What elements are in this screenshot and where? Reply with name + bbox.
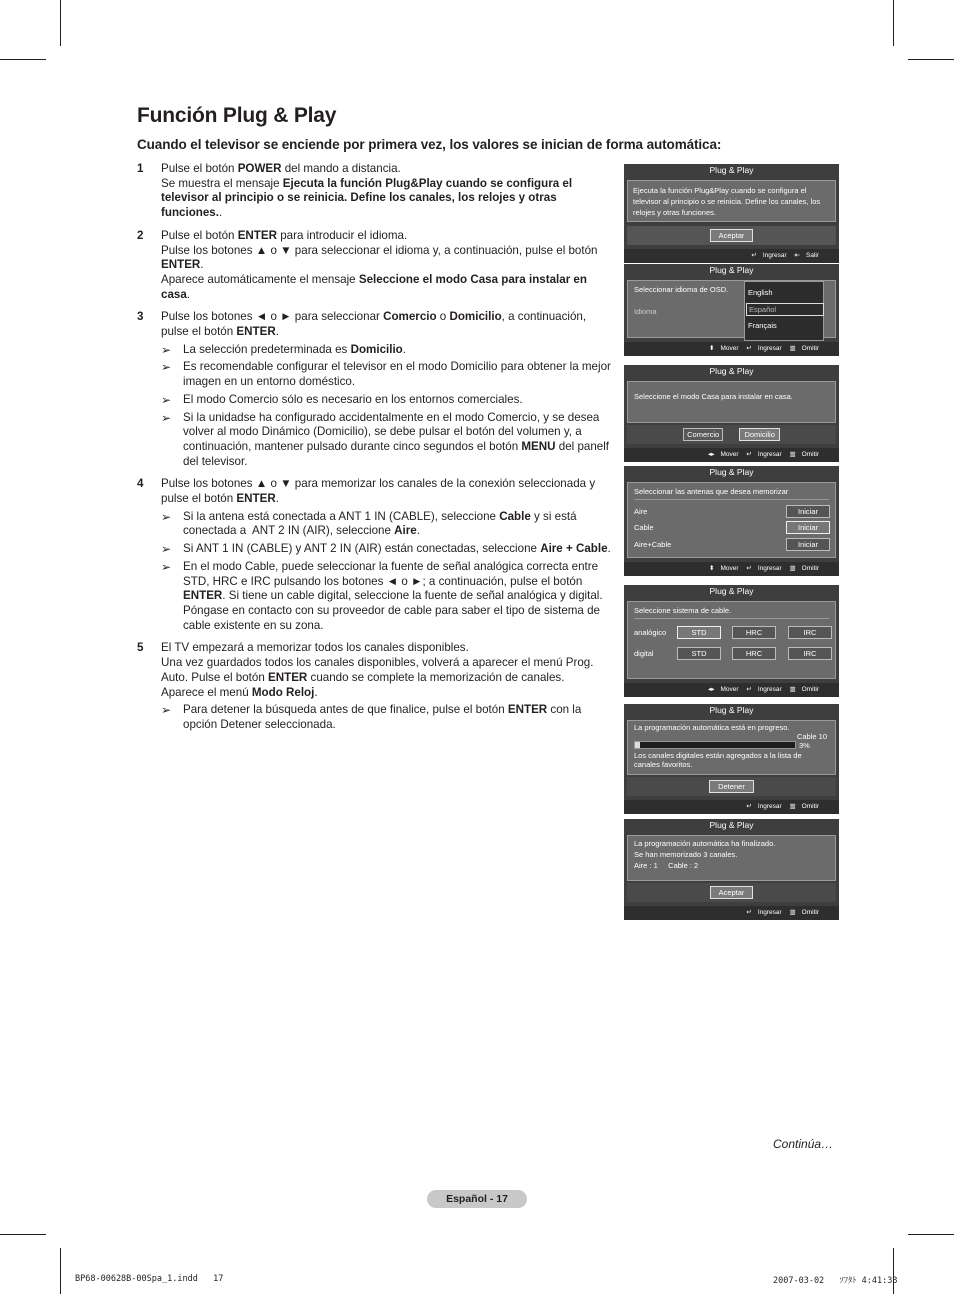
step-number: 4: [137, 477, 144, 491]
skip-icon: ▥: [789, 345, 796, 352]
analog-irc-option[interactable]: IRC: [788, 626, 832, 639]
footer-skip: Omitir: [801, 345, 819, 352]
file-slug: BP68-00628B-00Spa_1.indd 17: [75, 1274, 224, 1284]
step-4: [137, 477, 617, 633]
step-number: 3: [137, 310, 144, 324]
osd-header: Plug & Play: [709, 265, 754, 275]
arrow-icon: ➢: [161, 342, 172, 357]
digital-irc-option[interactable]: IRC: [788, 647, 832, 660]
osd-footer: [624, 249, 839, 263]
skip-icon: ▥: [789, 451, 796, 458]
footer-enter: Ingresar: [757, 909, 782, 916]
antenna-row-label: Aire+Cable: [634, 540, 672, 549]
language-option[interactable]: English: [748, 288, 773, 297]
crop-mark: [60, 0, 61, 46]
note: ➢ Para detener la búsqueda antes de que finalice, pulse el botón ENTER con la opción Detener seleccionada.: [161, 703, 582, 731]
note: ➢ Es recomendable configurar el televisor en el modo Domicilio para obtener la mejor imagen en un entorno doméstico.: [161, 360, 611, 389]
accept-button[interactable]: Aceptar: [710, 229, 754, 242]
footer-skip: Omitir: [801, 909, 819, 916]
note: ➢ Si la antena está conectada a ANT 1 IN (CABLE), seleccione Cable y si está conectada a ANT 2 IN (AIR), seleccione Aire.: [161, 509, 577, 538]
step-number: 2: [137, 228, 144, 242]
crop-mark: [0, 59, 46, 60]
step-number: 1: [137, 162, 144, 175]
stop-button[interactable]: Detener: [709, 780, 754, 793]
step-3: [137, 310, 617, 469]
enter-icon: ↵: [746, 345, 752, 352]
skip-icon: ▥: [789, 803, 796, 810]
crop-mark: [0, 1234, 46, 1235]
footer-enter: Ingresar: [757, 565, 782, 572]
language-option-selected[interactable]: Español: [746, 303, 824, 316]
footer-skip: Omitir: [801, 565, 819, 572]
osd-plug-play-start: [624, 164, 839, 263]
commercial-button[interactable]: Comercio: [683, 428, 723, 441]
osd-footer: [624, 906, 839, 920]
arrow-icon: ➢: [161, 542, 172, 557]
osd-message: Ejecuta la función Plug&Play cuando se configura el televisor al principio o se reinicia. Define los canales, los relojes y otras funciones.: [633, 186, 821, 217]
channel-readout: Cable 10: [796, 732, 827, 741]
osd-header: Plug & Play: [709, 165, 754, 175]
osd-footer: [624, 448, 839, 462]
step-text: Pulse los botones ▲ o ▼ para memorizar los canales de la conexión seleccionada y pulse el botón ENTER.: [161, 477, 596, 506]
crop-mark: [908, 1234, 954, 1235]
osd-button-row: [627, 226, 836, 245]
osd-home-mode: [624, 365, 839, 462]
osd-message: Seleccionar las antenas que desea memorizar: [634, 487, 789, 496]
enter-icon: ↵: [746, 451, 752, 458]
osd-body: [627, 180, 836, 222]
skip-icon: ▥: [789, 686, 796, 693]
step-text: Pulse el botón POWER del mando a distancia. Se muestra el mensaje Ejecuta la función Plug&Play cuando se configura el televisor al principio o se reinicia. Define los canales, los relojes y otras funciones..: [161, 162, 573, 220]
digital-label: digital: [634, 649, 654, 658]
date-slug: 2007-03-02 ｿﾌﾀﾄ 4:41:33: [773, 1276, 898, 1286]
footer-move: Mover: [720, 345, 739, 352]
footer-move: Mover: [720, 565, 739, 572]
page-subtitle: Cuando el televisor se enciende por primera vez, los valores se inician de forma automática:: [137, 137, 722, 152]
footer-enter: Ingresar: [762, 252, 787, 259]
osd-line-1: La programación automática ha finalizado.: [634, 839, 776, 848]
analog-hrc-option[interactable]: HRC: [732, 626, 776, 639]
move-icon: ◂▸: [707, 451, 715, 458]
progress-fill: [635, 742, 640, 748]
footer-enter: Ingresar: [757, 345, 782, 352]
step-text: El TV empezará a memorizar todos los canales disponibles. Una vez guardados todos los canales disponibles, volverá a aparecer el menú Prog. Auto. Pulse el botón ENTER cuando se complete la memorización de canales. Aparece el menú Modo Reloj.: [161, 641, 594, 699]
enter-icon: ↵: [746, 565, 752, 572]
crop-mark: [893, 0, 894, 46]
move-icon: ⬍: [709, 345, 715, 352]
enter-icon: ↵: [746, 909, 752, 916]
skip-icon: ▥: [789, 909, 796, 916]
osd-line-2: Se han memorizado 3 canales.: [634, 850, 738, 859]
divider: [634, 618, 829, 619]
arrow-icon: ➢: [161, 360, 172, 375]
accept-button[interactable]: Aceptar: [710, 886, 754, 899]
osd-button-row: [627, 777, 836, 796]
footer-skip: Omitir: [801, 803, 819, 810]
move-icon: ◂▸: [707, 686, 715, 693]
start-cable-button[interactable]: Iniciar: [786, 521, 830, 534]
language-option[interactable]: Français: [748, 321, 777, 330]
osd-body: [627, 720, 836, 775]
steps-list: [137, 162, 617, 741]
continues-label: Continúa…: [773, 1137, 834, 1151]
osd-message: Seleccione el modo Casa para instalar en casa.: [634, 392, 793, 401]
footer-skip: Omitir: [801, 451, 819, 458]
enter-icon: ↵: [746, 803, 752, 810]
step-text: Pulse el botón ENTER para introducir el idioma. Pulse los botones ▲ o ▼ para seleccionar el idioma y, a continuación, pulse el botón ENTER. Aparece automáticamente el mensaje Seleccione el modo Casa para instalar en casa.: [161, 228, 598, 301]
page-title: Función Plug & Play: [137, 104, 337, 127]
skip-icon: ▥: [789, 565, 796, 572]
note: ➢ La selección predeterminada es Domicilio.: [161, 342, 406, 357]
note: ➢ El modo Comercio sólo es necesario en los entornos comerciales.: [161, 392, 523, 407]
step-2: [137, 229, 617, 303]
osd-body: [627, 601, 836, 679]
osd-label: Seleccionar idioma de OSD.: [634, 285, 729, 294]
note: ➢ Si ANT 1 IN (CABLE) y ANT 2 IN (AIR) están conectadas, seleccione Aire + Cable.: [161, 542, 611, 557]
osd-footer: [624, 683, 839, 697]
digital-hrc-option[interactable]: HRC: [732, 647, 776, 660]
antenna-row-label: Aire: [634, 507, 648, 516]
language-field-label: Idioma: [634, 307, 657, 316]
crop-mark: [908, 59, 954, 60]
step-text: Pulse los botones ◄ o ► para seleccionar Comercio o Domicilio, a continuación, pulse el botón ENTER.: [161, 310, 587, 339]
osd-footer: [624, 800, 839, 814]
page-number-badge: Español - 17: [427, 1190, 527, 1208]
arrow-icon: ➢: [161, 410, 172, 425]
osd-language: [624, 264, 839, 356]
osd-header: Plug & Play: [709, 705, 754, 715]
digital-std-option[interactable]: STD: [677, 647, 721, 660]
analog-std-option[interactable]: STD: [677, 626, 721, 639]
progress-percent: 3%: [799, 741, 810, 750]
osd-line-3: Aire : 1 Cable : 2: [634, 861, 699, 870]
step-1: [137, 162, 617, 221]
antenna-row-label: Cable: [634, 523, 654, 532]
divider: [634, 499, 829, 500]
osd-button-row: [627, 883, 836, 902]
step-5: [137, 641, 617, 732]
osd-auto-program-done: [624, 819, 839, 920]
osd-auto-program-progress: [624, 704, 839, 814]
osd-body: [627, 381, 836, 423]
osd-cable-system: [624, 585, 839, 697]
crop-mark: [893, 1248, 894, 1294]
footer-enter: Ingresar: [757, 803, 782, 810]
footer-exit: Salir: [805, 252, 819, 259]
arrow-icon: ➢: [161, 559, 172, 574]
note: ➢ En el modo Cable, puede seleccionar la fuente de señal analógica correcta entre STD, HRC e IRC pulsando los botones ◄ o ►; a continuación, pulse el botón ENTER. Si tiene un cable digital, seleccione la fuente de señal analógica y digital. Póngase en contacto con su proveedor de cable para saber el tipo de sistema de cable existente en su zona.: [161, 559, 603, 632]
crop-mark: [60, 1248, 61, 1294]
move-icon: ⬍: [709, 565, 715, 572]
osd-footer: [624, 342, 839, 356]
language-dropdown[interactable]: [744, 281, 824, 341]
progress-bar: [634, 741, 796, 749]
osd-button-row: [627, 425, 836, 444]
osd-antenna: [624, 466, 839, 576]
footer-enter: Ingresar: [757, 451, 782, 458]
osd-body: [627, 280, 836, 338]
exit-icon: ⇤: [794, 252, 800, 259]
footer-skip: Omitir: [801, 686, 819, 693]
osd-header: Plug & Play: [709, 820, 754, 830]
osd-body: [627, 482, 836, 558]
footer-enter: Ingresar: [757, 686, 782, 693]
home-button[interactable]: Domicilio: [739, 428, 779, 441]
start-air-cable-button[interactable]: Iniciar: [786, 538, 830, 551]
enter-icon: ↵: [746, 686, 752, 693]
osd-header: Plug & Play: [709, 366, 754, 376]
osd-body: [627, 835, 836, 881]
osd-header: Plug & Play: [709, 467, 754, 477]
osd-footer: [624, 562, 839, 576]
osd-header: Plug & Play: [709, 586, 754, 596]
osd-message-2: Los canales digitales están agregados a la lista de canales favoritos.: [634, 751, 802, 769]
arrow-icon: ➢: [161, 703, 172, 718]
osd-message: La programación automática está en progreso.: [634, 723, 790, 732]
arrow-icon: ➢: [161, 392, 172, 407]
start-air-button[interactable]: Iniciar: [786, 505, 830, 518]
analog-label: analógico: [634, 628, 667, 637]
footer-move: Mover: [720, 686, 739, 693]
footer-move: Mover: [720, 451, 739, 458]
osd-message: Seleccione sistema de cable.: [634, 606, 732, 615]
step-number: 5: [137, 641, 144, 655]
enter-icon: ↵: [751, 252, 757, 259]
note: ➢ Si la unidadse ha configurado accidentalmente en el modo Comercio, y se desea volver al modo Dinámico (Domicilio), se debe pulsar el botón del volumen y, a continuación, mantener pulsado durante cinco segundos el botón MENU del panelf del televisor.: [161, 410, 610, 468]
arrow-icon: ➢: [161, 509, 172, 524]
